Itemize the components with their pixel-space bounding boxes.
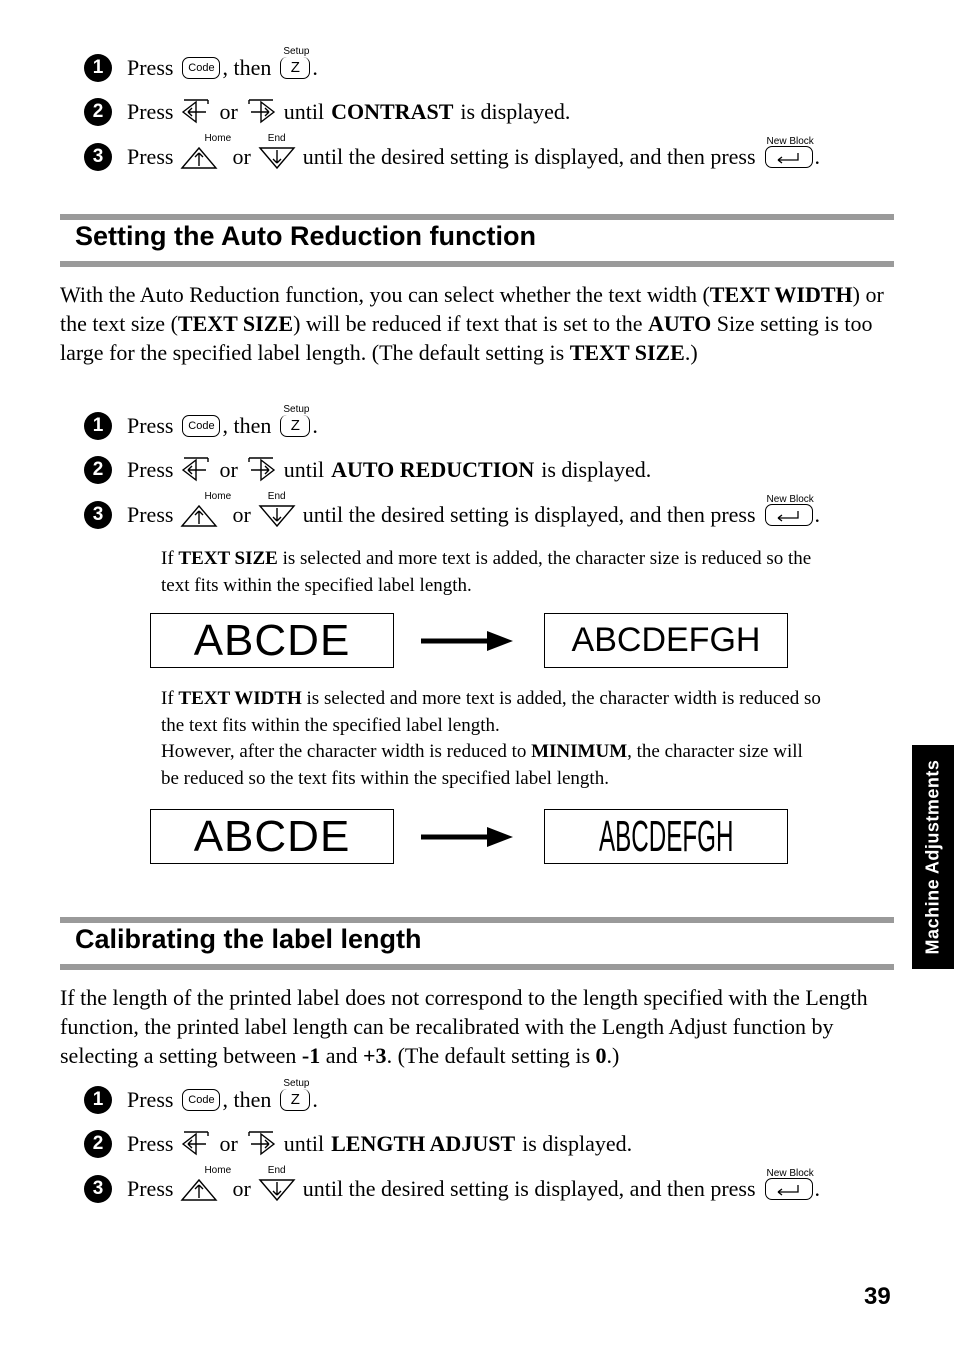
setting-name: AUTO REDUCTION (331, 457, 535, 482)
home-key-label: Home (204, 491, 232, 502)
enter-key-icon (765, 136, 814, 168)
setup-key-label: Setup (283, 404, 310, 415)
step-number: 2 (84, 98, 112, 126)
z-key-icon: Z Setup (280, 415, 310, 437)
up-home-key-icon (180, 491, 232, 528)
step-2: 2 Press or until CONTRAST is displayed. (84, 97, 570, 127)
step-text: Press (127, 55, 174, 80)
label-example-after-text-size: ABCDEFGH (544, 613, 788, 668)
step-1: 1 Press Code , then Z Setup . (84, 1085, 318, 1115)
setup-key-label: Setup (283, 46, 310, 57)
step-number: 1 (84, 412, 112, 440)
down-end-key-icon (258, 1165, 296, 1202)
chapter-side-tab: Machine Adjustments (912, 745, 954, 969)
step-number: 3 (84, 1175, 112, 1203)
setting-name: LENGTH ADJUST (331, 1131, 516, 1156)
end-key-label: End (267, 491, 286, 502)
up-home-key-icon (180, 133, 232, 170)
section-rule (60, 261, 894, 267)
step-number: 2 (84, 1130, 112, 1158)
code-key-icon: Code (182, 57, 220, 79)
code-key-icon: Code (182, 415, 220, 437)
step-text: , then (222, 55, 272, 80)
step-3: 3 Press Home or End until the desired setting is displayed, and then press New Block . (84, 1174, 820, 1204)
label-example-after-text-width: ABCDEFGH (544, 809, 788, 864)
z-key-icon: Z Setup (280, 1089, 310, 1111)
section-rule (60, 917, 894, 923)
up-home-key-icon (180, 1165, 232, 1202)
step-1: 1 Press Code , then Z Setup . (84, 411, 318, 441)
step-2: 2 Press or until LENGTH ADJUST is displayed. (84, 1129, 632, 1159)
code-key-icon: Code (182, 1089, 220, 1111)
left-cursor-key-icon (180, 1130, 212, 1158)
section-heading: Setting the Auto Reduction function (75, 221, 536, 251)
enter-key-icon (765, 494, 814, 526)
step-number: 3 (84, 143, 112, 171)
step-3: 3 Press Home or End until the desired setting is displayed, and then press New Block . (84, 142, 820, 172)
right-cursor-key-icon (245, 98, 277, 126)
setup-key-label: Setup (283, 1078, 310, 1089)
new-block-key-label: New Block (766, 1168, 814, 1179)
new-block-key-label: New Block (766, 494, 814, 505)
down-end-key-icon (258, 491, 296, 528)
note-text-width: If TEXT WIDTH is selected and more text is added, the character width is reduced so the text fits within the specified label length. However, after the character width is reduced to MINIMUM, the character size will be reduced so the text fits within the specified label length. (161, 688, 821, 789)
step-number: 3 (84, 501, 112, 529)
section-paragraph: With the Auto Reduction function, you can select whether the text width (TEXT WIDTH) or the text size (TEXT SIZE) will be reduced if text that is set to the AUTO Size setting is too large for the specified label length. (The default setting is TEXT SIZE.) (60, 282, 884, 365)
note-text-size: If TEXT SIZE is selected and more text is added, the character size is reduced so the text fits within the specified label length. (161, 548, 812, 596)
label-example-before: ABCDE (150, 809, 394, 864)
enter-key-icon (765, 1168, 814, 1200)
home-key-label: Home (204, 1165, 232, 1176)
section-heading: Calibrating the label length (75, 924, 422, 954)
home-key-label: Home (204, 133, 232, 144)
arrow-right-icon (421, 825, 513, 849)
step-2: 2 Press or until AUTO REDUCTION is displayed. (84, 455, 651, 485)
setting-name: CONTRAST (331, 99, 454, 124)
step-number: 1 (84, 54, 112, 82)
arrow-right-icon (421, 629, 513, 653)
end-key-label: End (267, 1165, 286, 1176)
label-example-before: ABCDE (150, 613, 394, 668)
section-rule (60, 964, 894, 970)
page-number: 39 (864, 1283, 891, 1310)
section-rule (60, 214, 894, 220)
section-paragraph: If the length of the printed label does not correspond to the length specified with the Length function, the printed label length can be recalibrated with the Length Adjust function by selecting a setting between -1 and +3. (The default setting is 0.) (60, 985, 868, 1068)
new-block-key-label: New Block (766, 136, 814, 147)
right-cursor-key-icon (245, 1130, 277, 1158)
step-3: 3 Press Home or End until the desired setting is displayed, and then press New Block . (84, 500, 820, 530)
right-cursor-key-icon (245, 456, 277, 484)
step-number: 2 (84, 456, 112, 484)
step-number: 1 (84, 1086, 112, 1114)
step-1: 1 Press Code , then Z Setup . (84, 53, 318, 83)
z-key-icon: Z Setup (280, 57, 310, 79)
left-cursor-key-icon (180, 456, 212, 484)
down-end-key-icon (258, 133, 296, 170)
end-key-label: End (267, 133, 286, 144)
left-cursor-key-icon (180, 98, 212, 126)
